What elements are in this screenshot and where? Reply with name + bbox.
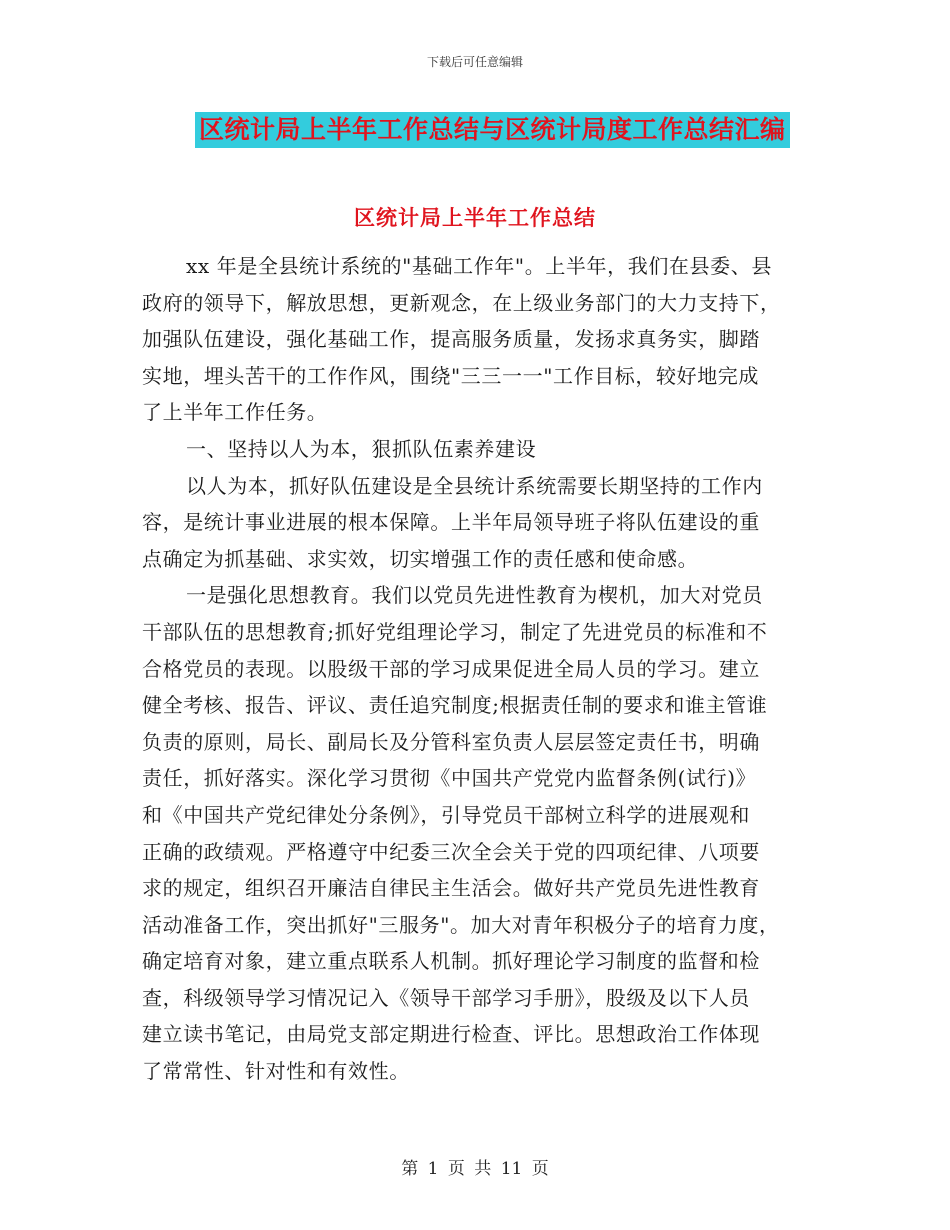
paragraph-line: 合格党员的表现。以股级干部的学习成果促进全局人员的学习。建立 (142, 656, 760, 681)
page-footer: 第 1 页 共 11 页 (401, 1159, 549, 1179)
paragraph-line: 点确定为抓基础、求实效，切实增强工作的责任感和使命感。 (142, 546, 699, 571)
paragraph-line: 活动准备工作，突出抓好"三服务"。加大对青年积极分子的培育力度， (142, 912, 780, 937)
paragraph-line: 了常常性、针对性和有效性。 (142, 1059, 410, 1084)
paragraph-line: 了上半年工作任务。 (142, 400, 328, 425)
paragraph-line: xx 年是全县统计系统的"基础工作年"。上半年，我们在县委、县 (186, 254, 772, 278)
paragraph-line: 以人为本，抓好队伍建设是全县统计系统需要长期坚持的工作内 (186, 473, 763, 498)
paragraph-line: 干部队伍的思想教育;抓好党组理论学习，制定了先进党员的标准和不 (142, 619, 768, 644)
paragraph-line: 实地，埋头苦干的工作作风，围绕"三三一一"工作目标，较好地完成 (142, 363, 759, 388)
paragraph-line: 建立读书笔记，由局党支部定期进行检查、评比。思想政治工作体现 (142, 1022, 760, 1047)
paragraph-line: 责任，抓好落实。深化学习贯彻《中国共产党党内监督条例(试行)》 (142, 766, 757, 791)
section-title: 区统计局上半年工作总结 (354, 205, 596, 230)
document-title: 区统计局上半年工作总结与区统计局度工作总结汇编 (195, 112, 790, 148)
section-heading: 一、坚持以人为本，狠抓队伍素养建设 (186, 436, 537, 461)
paragraph-line: 加强队伍建设，强化基础工作，提高服务质量，发扬求真务实，脚踏 (142, 327, 760, 352)
paragraph-line: 健全考核、报告、评议、责任追究制度;根据责任制的要求和谁主管谁 (142, 693, 768, 718)
paragraph-line: 和《中国共产党纪律处分条例》，引导党员干部树立科学的进展观和 (142, 802, 750, 827)
paragraph-line: 一是强化思想教育。我们以党员先进性教育为楔机，加大对党员 (186, 583, 763, 608)
paragraph-line: 正确的政绩观。严格遵守中纪委三次全会关于党的四项纪律、八项要 (142, 839, 760, 864)
paragraph-line: 查，科级领导学习情况记入《领导干部学习手册》，股级及以下人员 (142, 985, 750, 1010)
paragraph-line: 容，是统计事业进展的根本保障。上半年局领导班子将队伍建设的重 (142, 510, 760, 535)
paragraph-line: 确定培育对象，建立重点联系人机制。抓好理论学习制度的监督和检 (142, 949, 760, 974)
paragraph-line: 求的规定，组织召开廉洁自律民主生活会。做好共产党员先进性教育 (142, 876, 760, 901)
body-text (142, 248, 808, 1090)
paragraph-line: 负责的原则，局长、副局长及分管科室负责人层层签定责任书，明确 (142, 729, 760, 754)
header-note: 下载后可任意编辑 (426, 55, 523, 69)
paragraph-line: 政府的领导下，解放思想，更新观念，在上级业务部门的大力支持下， (142, 290, 781, 315)
